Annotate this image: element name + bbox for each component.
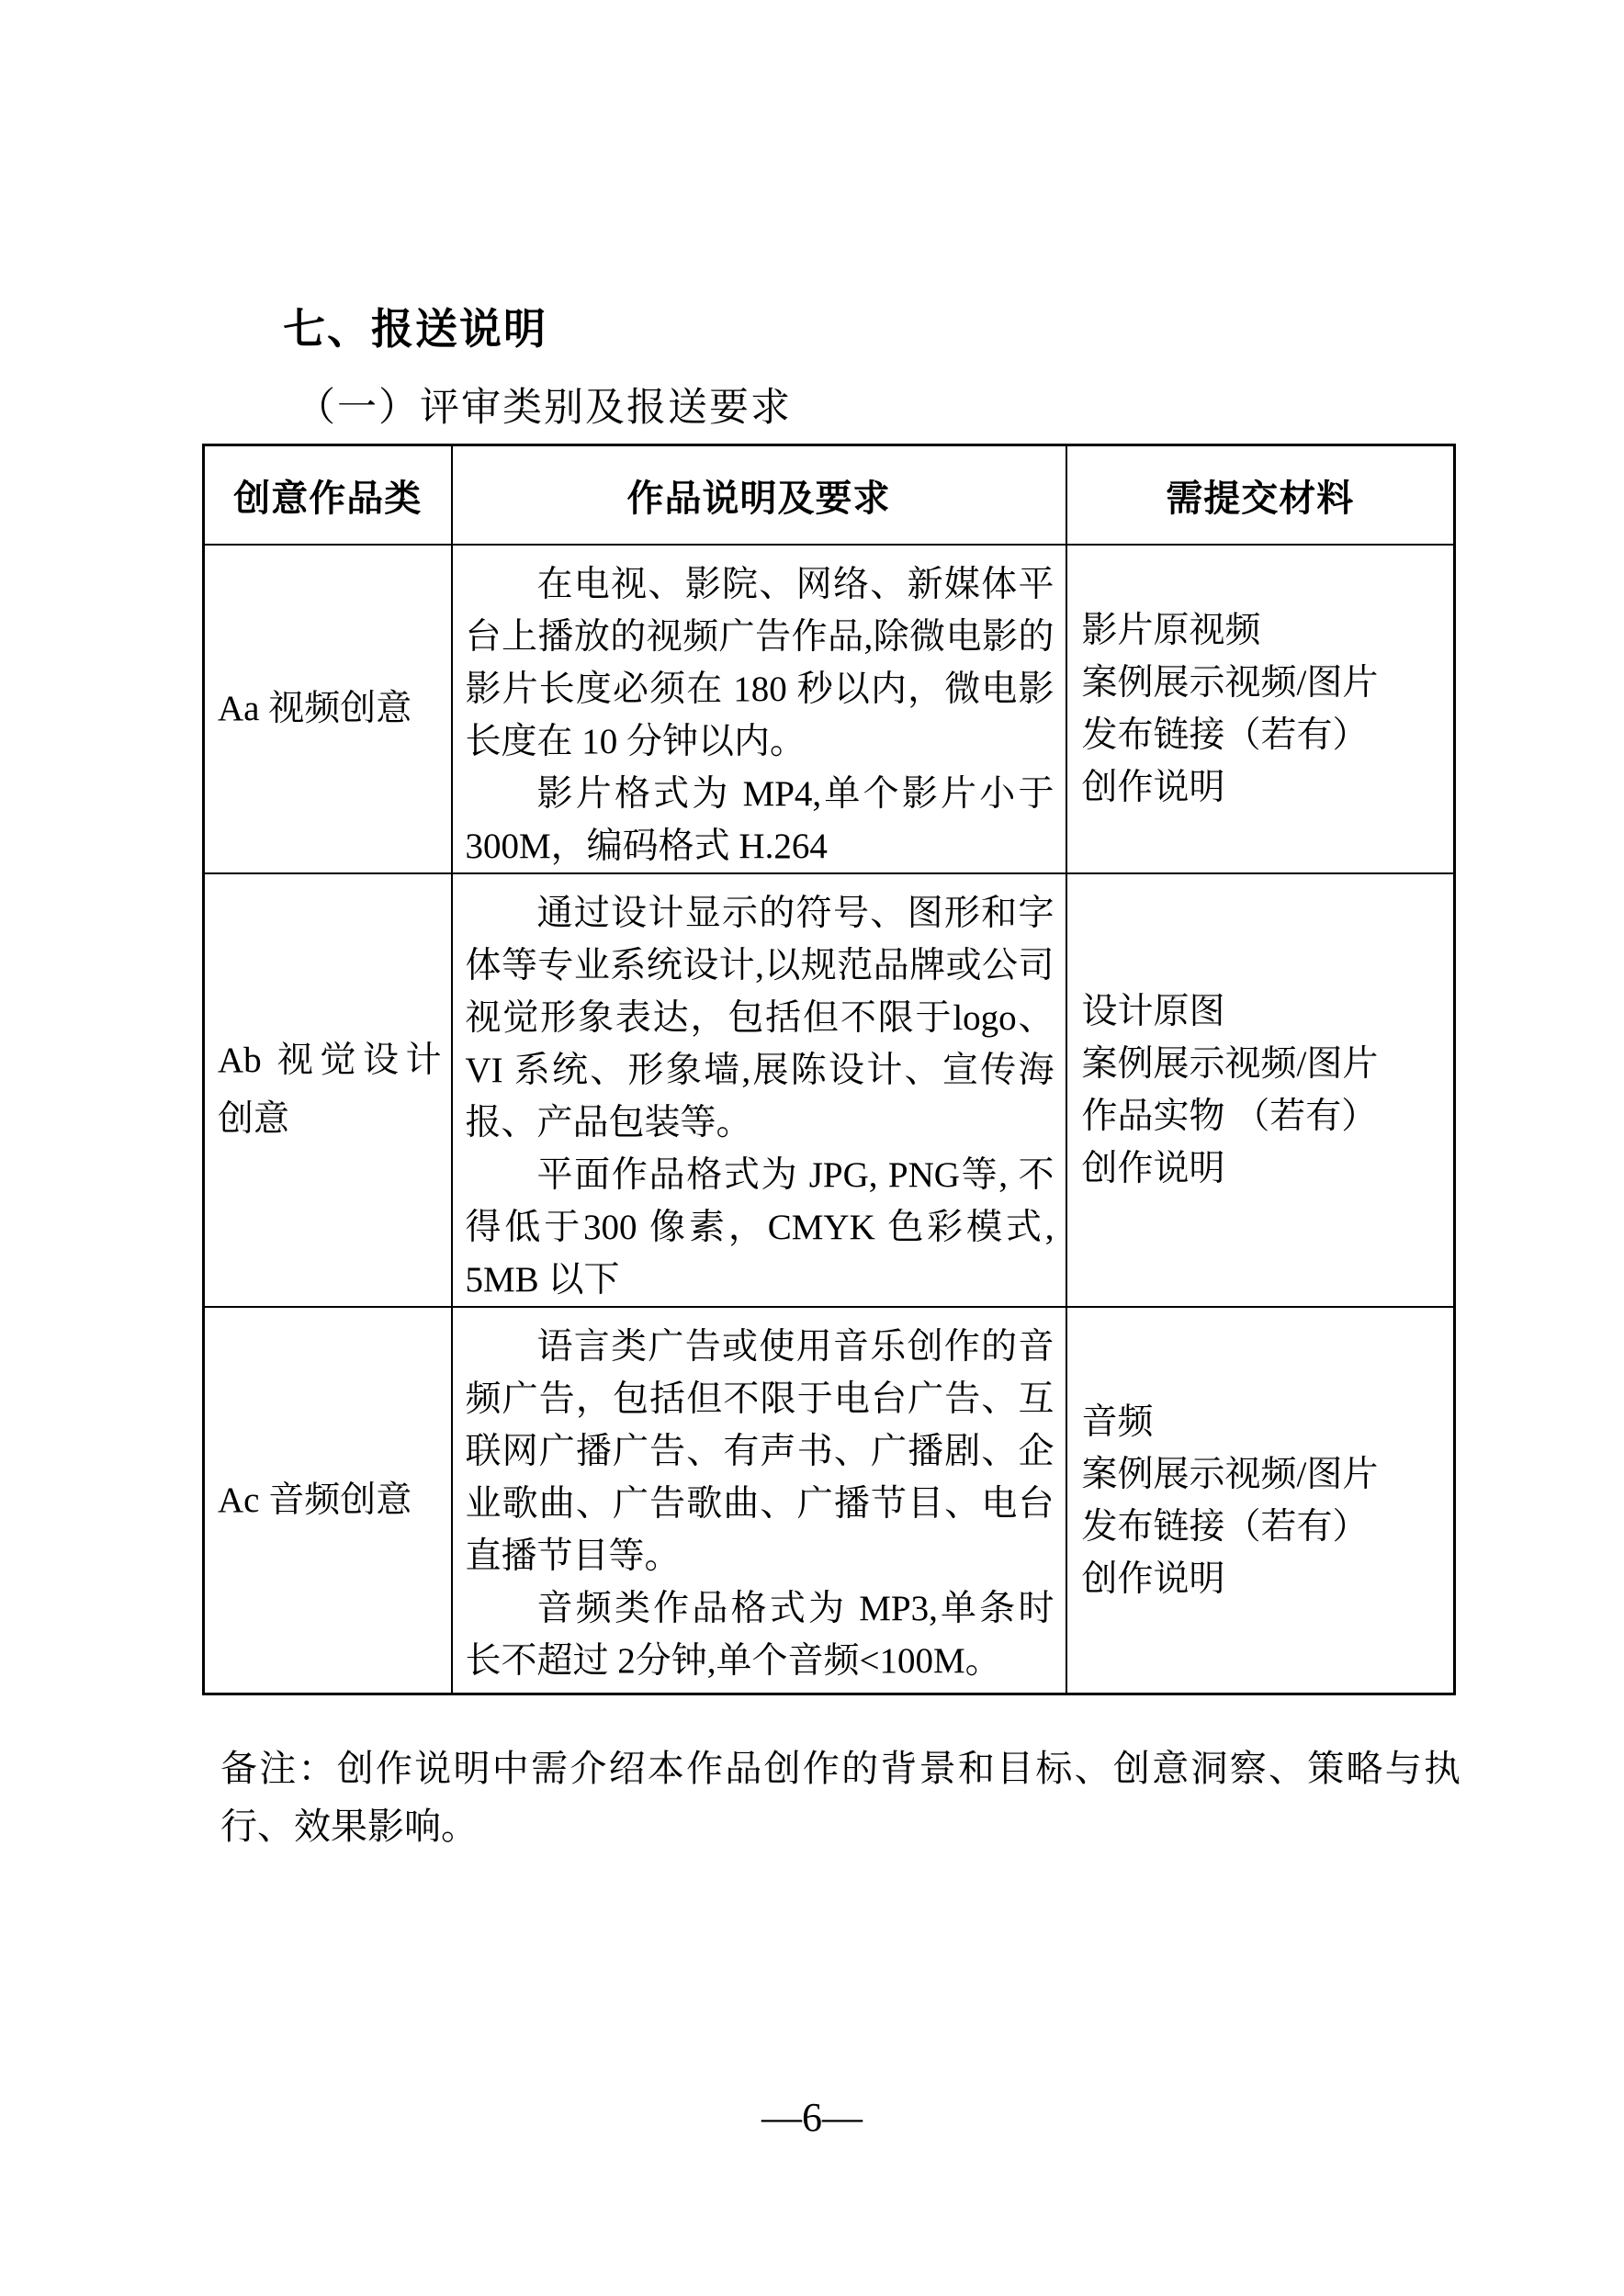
material-item: 设计原图 (1081, 992, 1225, 1031)
material-item: 发布链接（若有） (1081, 1506, 1369, 1547)
category-label: Ab 视觉设计 (218, 1041, 442, 1080)
description-cell (452, 1307, 1066, 1694)
description-paragraph: 影片格式为 MP4,单个影片小于300M，编码格式 H.264 (465, 774, 1054, 866)
materials-cell (1066, 1307, 1455, 1694)
description-cell (452, 873, 1066, 1307)
table-row-aa-video (204, 545, 1455, 873)
materials-cell (1066, 545, 1455, 873)
category-cell (204, 545, 452, 873)
description-paragraph: 通过设计显示的符号、图形和字体等专业系统设计,以规范品牌或公司视觉形象表达，包括但不限于logo、VI 系统、形象墙,展陈设计、宣传海报、产品包装等。 (465, 894, 1054, 1142)
category-cell (204, 873, 452, 1307)
category-label: Aa 视频创意 (218, 689, 412, 728)
material-item: 案例展示视频/图片 (1081, 1044, 1379, 1084)
materials-cell (1066, 873, 1455, 1307)
remark-note: 备注：创作说明中需介绍本作品创作的背景和目标、创意洞察、策略与执行、效果影响。 (220, 1748, 1460, 1847)
table-row-ab-visual-design (204, 873, 1455, 1307)
material-item: 创作说明 (1081, 1559, 1225, 1599)
material-item: 案例展示视频/图片 (1081, 1454, 1379, 1494)
description-cell (452, 545, 1066, 873)
category-label: Ac 音频创意 (218, 1480, 412, 1520)
section-heading: 七、报送说明 (283, 305, 547, 353)
header-materials: 需提交材料 (1066, 445, 1455, 546)
material-item: 作品实物 （若有） (1081, 1097, 1378, 1136)
material-item: 发布链接（若有） (1081, 715, 1369, 755)
header-category: 创意作品类 (204, 445, 452, 546)
description-paragraph: 在电视、影院、网络、新媒体平台上播放的视频广告作品,除微电影的影片长度必须在 180 秒以内，微电影长度在 10 分钟以内。 (465, 565, 1054, 761)
subsection-heading: （一）评审类别及报送要求 (296, 387, 792, 430)
category-cell (204, 1307, 452, 1694)
material-item: 创作说明 (1081, 1149, 1225, 1188)
material-item: 音频 (1081, 1401, 1154, 1442)
page-number: —6— (761, 2095, 863, 2140)
category-label: 创意 (218, 1099, 290, 1139)
submission-requirements-table (202, 444, 1456, 1695)
material-item: 创作说明 (1081, 768, 1225, 807)
description-paragraph: 语言类广告或使用音乐创作的音频广告，包括但不限于电台广告、互联网广播广告、有声书、广播剧、企业歌曲、广告歌曲、广播节目、电台直播节目等。 (465, 1327, 1054, 1576)
material-item: 影片原视频 (1081, 611, 1261, 650)
header-description: 作品说明及要求 (452, 445, 1066, 546)
material-item: 案例展示视频/图片 (1081, 663, 1379, 703)
table-row-ac-audio (204, 1307, 1455, 1694)
description-paragraph: 音频类作品格式为 MP3,单条时长不超过 2分钟,单个音频<100M。 (465, 1589, 1054, 1681)
description-paragraph: 平面作品格式为 JPG, PNG等, 不得低于300 像素，CMYK 色彩模式, 5MB 以下 (465, 1155, 1054, 1300)
table-header-row (204, 445, 1455, 546)
